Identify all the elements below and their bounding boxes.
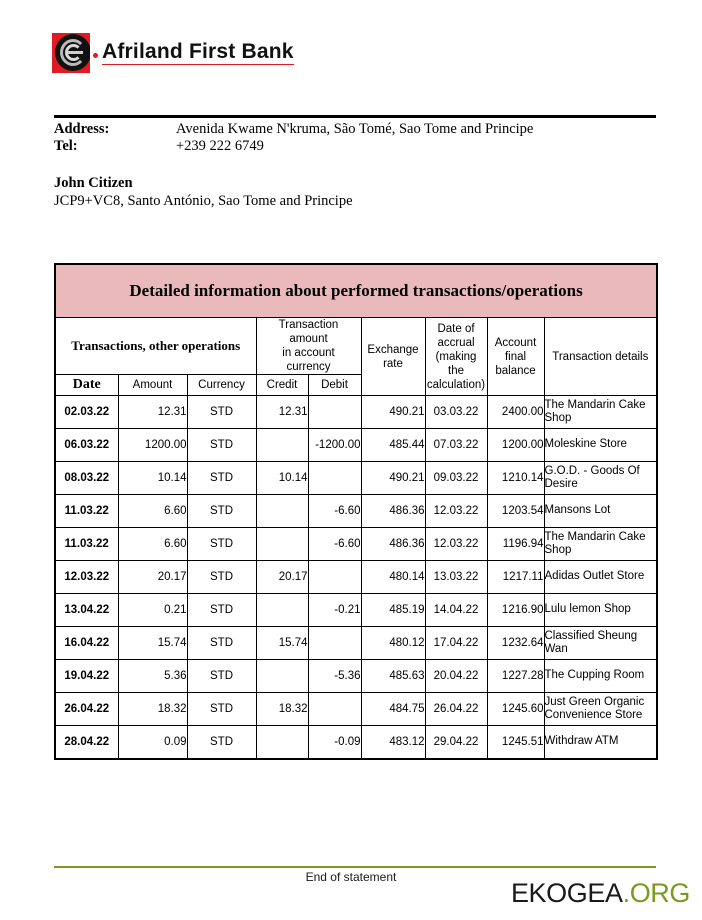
- tel-value: +239 222 6749: [176, 138, 264, 154]
- cell-currency: STD: [187, 561, 256, 594]
- address-value: Avenida Kwame N'kruma, São Tomé, Sao Tome and Principe: [176, 121, 534, 137]
- header-credit: Credit: [256, 375, 308, 396]
- tel-label: Tel:: [54, 138, 78, 154]
- statement-table: [54, 263, 658, 760]
- cell-balance: 1227.28: [487, 660, 544, 693]
- cell-credit: 15.74: [256, 627, 308, 660]
- table-row: [55, 462, 657, 495]
- header-debit: Debit: [308, 375, 361, 396]
- header-transaction-amount-group: [256, 318, 361, 375]
- header-date: Date: [55, 375, 118, 396]
- cell-credit: [256, 495, 308, 528]
- header-transaction-details: Transaction details: [544, 318, 657, 396]
- table-row: [55, 726, 657, 760]
- header-er-line2: rate: [383, 357, 403, 370]
- cell-accrual-date: 07.03.22: [425, 429, 487, 462]
- cell-accrual-date: 12.03.22: [425, 528, 487, 561]
- cell-accrual-date: 09.03.22: [425, 462, 487, 495]
- cell-debit: -5.36: [308, 660, 361, 693]
- header-transactions-group: Transactions, other operations: [55, 318, 256, 375]
- cell-exchange-rate: 490.21: [361, 396, 425, 429]
- cell-debit: [308, 627, 361, 660]
- cell-amount: 1200.00: [118, 429, 187, 462]
- header-doa-line1: Date of: [437, 322, 475, 335]
- cell-date: 11.03.22: [55, 495, 118, 528]
- cell-amount: 5.36: [118, 660, 187, 693]
- cell-currency: STD: [187, 396, 256, 429]
- cell-credit: 20.17: [256, 561, 308, 594]
- cell-credit: [256, 429, 308, 462]
- cell-credit: 18.32: [256, 693, 308, 726]
- statement-title-row: [55, 264, 657, 318]
- cell-exchange-rate: 485.44: [361, 429, 425, 462]
- header-doa-line4: the: [448, 364, 464, 377]
- cell-balance: 1217.11: [487, 561, 544, 594]
- cell-accrual-date: 17.04.22: [425, 627, 487, 660]
- cell-currency: STD: [187, 528, 256, 561]
- customer-name: John Citizen: [54, 175, 133, 191]
- header-ta-line4: currency: [286, 361, 331, 373]
- header-divider: [54, 115, 656, 118]
- cell-date: 26.04.22: [55, 693, 118, 726]
- cell-details: Just Green Organic Convenience Store: [544, 693, 657, 726]
- cell-balance: 2400.00: [487, 396, 544, 429]
- header-ta-line2: amount: [289, 333, 328, 345]
- cell-credit: [256, 660, 308, 693]
- cell-exchange-rate: 486.36: [361, 528, 425, 561]
- cell-exchange-rate: 485.63: [361, 660, 425, 693]
- cell-accrual-date: 20.04.22: [425, 660, 487, 693]
- cell-details: Classified Sheung Wan: [544, 627, 657, 660]
- cell-accrual-date: 12.03.22: [425, 495, 487, 528]
- table-row: [55, 660, 657, 693]
- cell-exchange-rate: 485.19: [361, 594, 425, 627]
- header-currency: Currency: [187, 375, 256, 396]
- cell-date: 12.03.22: [55, 561, 118, 594]
- cell-debit: -0.09: [308, 726, 361, 760]
- header-amount: Amount: [118, 375, 187, 396]
- cell-date: 06.03.22: [55, 429, 118, 462]
- header-group-row: [55, 318, 657, 375]
- header-doa-line2: accrual: [437, 336, 475, 349]
- cell-currency: STD: [187, 594, 256, 627]
- footer-divider: [54, 866, 656, 868]
- bank-tel-row: [54, 138, 654, 155]
- header-ta-line1: Transaction: [278, 319, 339, 331]
- header-er-line1: Exchange: [367, 343, 419, 356]
- header-account-final-balance: [487, 318, 544, 396]
- header-doa-line3: (making: [435, 350, 477, 363]
- header-afb-line1: Account: [494, 336, 537, 349]
- afriland-logo-icon: [52, 33, 90, 73]
- cell-balance: 1245.51: [487, 726, 544, 760]
- table-row: [55, 561, 657, 594]
- customer-block: [54, 174, 654, 210]
- cell-balance: 1196.94: [487, 528, 544, 561]
- table-row: [55, 693, 657, 726]
- cell-debit: -6.60: [308, 528, 361, 561]
- cell-debit: [308, 693, 361, 726]
- cell-details: Adidas Outlet Store: [544, 561, 657, 594]
- cell-debit: -6.60: [308, 495, 361, 528]
- statement-rows: [55, 396, 657, 760]
- bank-name: Afriland First Bank: [102, 40, 294, 63]
- cell-amount: 6.60: [118, 528, 187, 561]
- cell-balance: 1200.00: [487, 429, 544, 462]
- customer-address: JCP9+VC8, Santo António, Sao Tome and Principe: [54, 193, 353, 209]
- cell-date: 02.03.22: [55, 396, 118, 429]
- cell-details: Withdraw ATM: [544, 726, 657, 760]
- cell-amount: 12.31: [118, 396, 187, 429]
- bank-address-row: [54, 121, 654, 138]
- cell-exchange-rate: 486.36: [361, 495, 425, 528]
- cell-date: 13.04.22: [55, 594, 118, 627]
- cell-exchange-rate: 480.14: [361, 561, 425, 594]
- cell-currency: STD: [187, 429, 256, 462]
- table-row: [55, 429, 657, 462]
- header-afb-line3: balance: [495, 364, 536, 377]
- cell-amount: 6.60: [118, 495, 187, 528]
- cell-currency: STD: [187, 495, 256, 528]
- cell-debit: [308, 462, 361, 495]
- cell-date: 16.04.22: [55, 627, 118, 660]
- address-label: Address:: [54, 121, 110, 137]
- cell-amount: 0.09: [118, 726, 187, 760]
- cell-details: The Mandarin Cake Shop: [544, 528, 657, 561]
- table-row: [55, 396, 657, 429]
- cell-details: Mansons Lot: [544, 495, 657, 528]
- header-afb-line2: final: [504, 350, 527, 363]
- cell-exchange-rate: 480.12: [361, 627, 425, 660]
- watermark-org: .ORG: [622, 878, 690, 908]
- cell-details: G.O.D. - Goods Of Desire: [544, 462, 657, 495]
- header-doa-line5: calculation): [426, 378, 486, 391]
- cell-balance: 1232.64: [487, 627, 544, 660]
- cell-accrual-date: 14.04.22: [425, 594, 487, 627]
- cell-accrual-date: 29.04.22: [425, 726, 487, 760]
- cell-accrual-date: 13.03.22: [425, 561, 487, 594]
- cell-exchange-rate: 483.12: [361, 726, 425, 760]
- cell-balance: 1210.14: [487, 462, 544, 495]
- cell-debit: [308, 561, 361, 594]
- cell-currency: STD: [187, 660, 256, 693]
- ekogea-watermark: [511, 878, 690, 909]
- cell-details: Lulu lemon Shop: [544, 594, 657, 627]
- cell-credit: 10.14: [256, 462, 308, 495]
- cell-details: The Mandarin Cake Shop: [544, 396, 657, 429]
- table-row: [55, 627, 657, 660]
- cell-exchange-rate: 490.21: [361, 462, 425, 495]
- cell-date: 19.04.22: [55, 660, 118, 693]
- cell-date: 08.03.22: [55, 462, 118, 495]
- cell-debit: [308, 396, 361, 429]
- cell-accrual-date: 26.04.22: [425, 693, 487, 726]
- table-row: [55, 594, 657, 627]
- watermark-main: EKOGEA: [510, 878, 623, 908]
- cell-date: 28.04.22: [55, 726, 118, 760]
- cell-credit: [256, 528, 308, 561]
- cell-debit: -1200.00: [308, 429, 361, 462]
- bank-logo: [52, 33, 294, 73]
- cell-currency: STD: [187, 693, 256, 726]
- cell-balance: 1245.60: [487, 693, 544, 726]
- end-of-statement-text: End of statement: [305, 870, 397, 884]
- cell-balance: 1216.90: [487, 594, 544, 627]
- table-row: [55, 495, 657, 528]
- cell-accrual-date: 03.03.22: [425, 396, 487, 429]
- cell-exchange-rate: 484.75: [361, 693, 425, 726]
- cell-amount: 18.32: [118, 693, 187, 726]
- cell-details: Moleskine Store: [544, 429, 657, 462]
- statement-table-wrap: [54, 263, 656, 760]
- header-date-of-accrual: [425, 318, 487, 396]
- cell-currency: STD: [187, 462, 256, 495]
- statement-title: Detailed information about performed transactions/operations: [55, 264, 657, 318]
- cell-balance: 1203.54: [487, 495, 544, 528]
- cell-amount: 0.21: [118, 594, 187, 627]
- cell-date: 11.03.22: [55, 528, 118, 561]
- cell-credit: [256, 594, 308, 627]
- cell-debit: -0.21: [308, 594, 361, 627]
- cell-credit: 12.31: [256, 396, 308, 429]
- table-row: [55, 528, 657, 561]
- cell-currency: STD: [187, 726, 256, 760]
- cell-details: The Cupping Room: [544, 660, 657, 693]
- cell-amount: 15.74: [118, 627, 187, 660]
- header-ta-line3: in account: [282, 347, 335, 359]
- cell-amount: 20.17: [118, 561, 187, 594]
- header-exchange-rate: [361, 318, 425, 396]
- cell-currency: STD: [187, 627, 256, 660]
- logo-dot-icon: [93, 53, 98, 58]
- cell-credit: [256, 726, 308, 760]
- cell-amount: 10.14: [118, 462, 187, 495]
- bank-info-block: [54, 121, 654, 155]
